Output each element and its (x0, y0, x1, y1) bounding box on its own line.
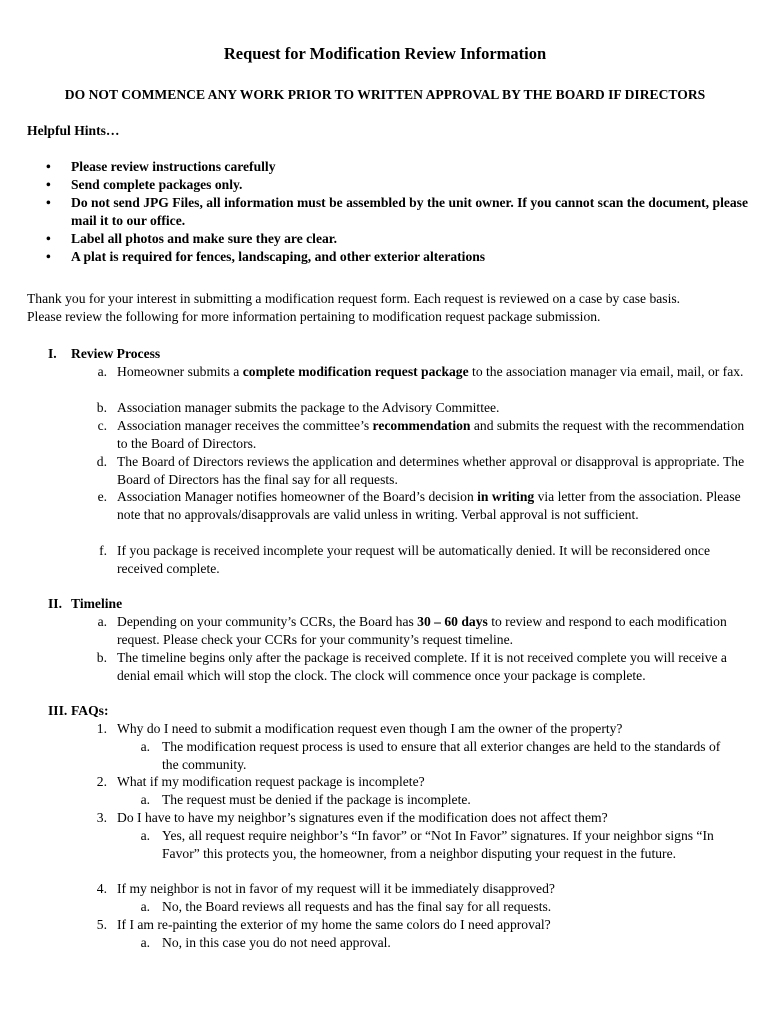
item-text (117, 399, 747, 417)
section-review-process-heading: Review Process (71, 346, 161, 361)
faq-answer-marker: a. (140, 828, 150, 843)
item-text (117, 453, 747, 489)
item-text-part: Homeowner submits a (117, 364, 243, 379)
hints-heading: Helpful Hints… (27, 123, 120, 138)
faq-number: 3. (96, 810, 107, 825)
section-faqs-heading: FAQs: (71, 703, 109, 718)
item-marker: b. (96, 400, 107, 415)
faq-number: 4. (96, 881, 107, 896)
item-marker: a. (97, 364, 107, 379)
item-text-part: Association manager receives the committee’s (117, 418, 373, 433)
bullet-icon: • (46, 177, 51, 192)
item-text-part: to review and respond to each modification request. Please check your CCRs for your community’s request timeline. (117, 614, 727, 647)
faq-answer-marker: a. (140, 739, 150, 754)
faq-question-text: If my neighbor is not in favor of my request will it be immediately disapproved? (117, 881, 555, 896)
section-timeline-heading: Timeline (71, 596, 123, 611)
item-text-part: Depending on your community’s CCRs, the Board has (117, 614, 418, 629)
bullet-icon: • (46, 195, 51, 210)
warning-notice: DO NOT COMMENCE ANY WORK PRIOR TO WRITTEN APPROVAL BY THE BOARD IF DIRECTORS (64, 87, 706, 102)
item-marker: e. (97, 489, 107, 504)
item-text-part: The Board of Directors reviews the application and determines whether approval or disapproval is appropriate. The Board of Directors has the final say for all requests. (117, 454, 745, 487)
item-emphasis: in writing (477, 489, 535, 504)
hint-item: • Label all photos and make sure they are clear. (46, 231, 337, 246)
faq-answer-text: No, the Board reviews all requests and has the final say for all requests. (162, 899, 552, 914)
item-emphasis: 30 – 60 days (417, 614, 488, 629)
faq-question-text: If I am re-painting the exterior of my home the same colors do I need approval? (117, 917, 551, 932)
bullet-icon: • (46, 231, 51, 246)
section-faqs-numeral: III. (48, 703, 68, 718)
item-text (117, 613, 747, 649)
faq-number: 2. (96, 774, 107, 789)
item-text-part: to the association manager via email, mail, or fax. (468, 364, 744, 379)
item-emphasis: recommendation (372, 418, 471, 433)
bullet-icon: • (46, 249, 51, 264)
item-text-part: Association manager submits the package to the Advisory Committee. (117, 400, 500, 415)
faq-answer-marker: a. (140, 935, 150, 950)
bullet-icon: • (46, 159, 51, 174)
faq-number: 5. (96, 917, 107, 932)
faq-question-text: Do I have to have my neighbor’s signatures even if the modification does not affect them? (117, 810, 608, 825)
hint-item: • A plat is required for fences, landscaping, and other exterior alterations (46, 249, 486, 264)
section-review-process-numeral: I. (48, 346, 57, 361)
item-text (117, 542, 747, 578)
faq-answer-text: The request must be denied if the package is incomplete. (162, 792, 471, 807)
item-marker: c. (97, 418, 107, 433)
item-marker: a. (97, 614, 107, 629)
item-marker: d. (96, 454, 107, 469)
item-text-part: The timeline begins only after the package is received complete. If it is not received complete you will receive a denial email which will stop the clock. The clock will commence once your package is complete. (117, 650, 727, 683)
item-text (117, 363, 747, 381)
faq-answer-marker: a. (140, 899, 150, 914)
faq-answer-text: The modification request process is used to ensure that all exterior changes are held to the standards of the community. (162, 739, 721, 772)
hint-item: • Please review instructions carefully (46, 159, 276, 174)
item-text-part: If you package is received incomplete your request will be automatically denied. It will be reconsidered once received complete. (117, 543, 710, 576)
item-emphasis: complete modification request package (242, 364, 469, 379)
item-marker: f. (99, 543, 107, 558)
item-text-part: via letter from the association. Please note that no approvals/disapprovals are valid unless in writing. Verbal approval is not sufficient. (117, 489, 741, 522)
faq-answer-marker: a. (140, 792, 150, 807)
item-marker: b. (96, 650, 107, 665)
intro-paragraph: Thank you for your interest in submitting a modification request form. Each request is reviewed on a case by case basis. Please review the following for more information pertaining to modification request package submission. (27, 291, 681, 324)
document-title: Request for Modification Review Information (223, 44, 547, 63)
item-text-part: and submits the request with the recommendation to the Board of Directors. (117, 418, 745, 451)
section-timeline-numeral: II. (48, 596, 62, 611)
item-text (117, 488, 747, 524)
faq-answer-text: Yes, all request require neighbor’s “In favor” or “Not In Favor” signatures. If your neighbor signs “In Favor” this protects you, the homeowner, from a neighbor disputing your request in the future. (162, 828, 714, 861)
hint-item: • Do not send JPG Files, all information must be assembled by the unit owner. If you cannot scan the document, please mail it to our office. (46, 195, 748, 228)
hint-item: • Send complete packages only. (46, 177, 243, 192)
faq-answer-text: No, in this case you do not need approval. (162, 935, 391, 950)
item-text (117, 649, 747, 685)
item-text (117, 417, 747, 453)
hints-list (0, 158, 770, 266)
faq-question-text: Why do I need to submit a modification request even though I am the owner of the property? (117, 721, 623, 736)
faq-question-text: What if my modification request package is incomplete? (117, 774, 425, 789)
faq-number: 1. (96, 721, 107, 736)
item-text-part: Association Manager notifies homeowner of the Board’s decision (117, 489, 478, 504)
